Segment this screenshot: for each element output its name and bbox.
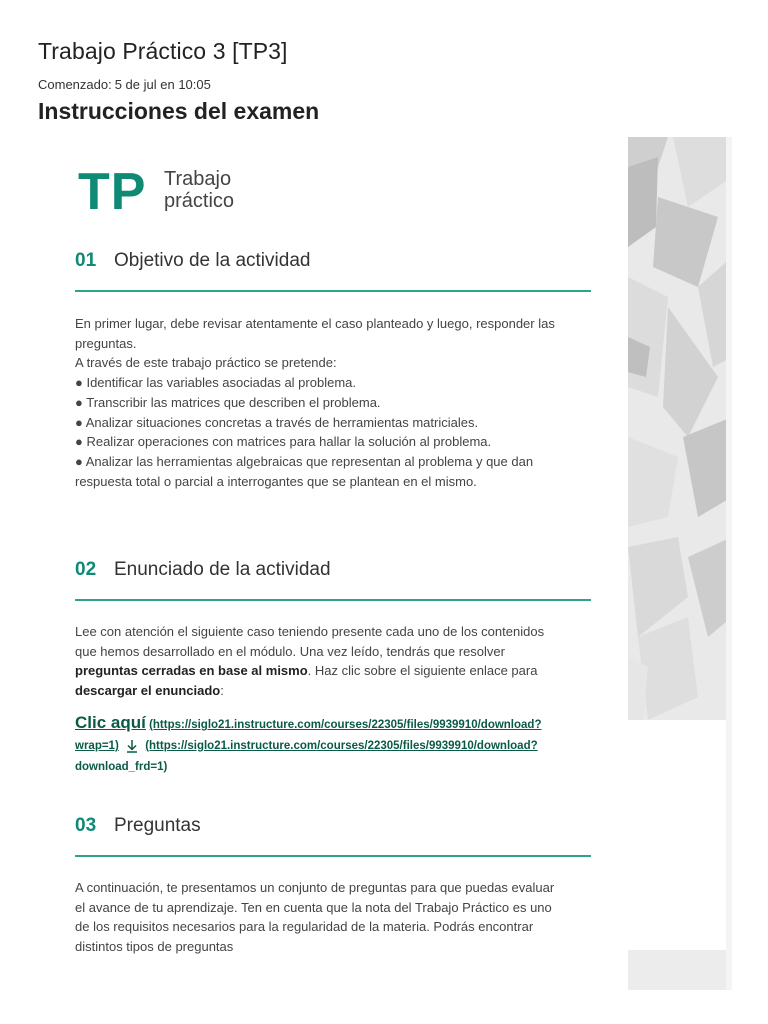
body-line: respuesta total o parcial a interrogantes que se plantean en el mismo. — [75, 473, 477, 489]
section-title: Objetivo de la actividad — [114, 250, 311, 271]
bold-text: descargar el enunciado — [75, 683, 221, 699]
section-divider — [75, 855, 591, 857]
body-line: A continuación, te presentamos un conjunto de preguntas para que puedas evaluar — [75, 880, 555, 895]
download-url-preview[interactable]: (https://siglo21.instructure.com/courses/22305/files/9939910/download? — [149, 719, 542, 731]
started-label: Comenzado: — [38, 77, 112, 92]
page-title: Trabajo Práctico 3 [TP3] — [38, 38, 288, 64]
bullet-item: ● Realizar operaciones con matrices para hallar la solución al problema. — [75, 434, 492, 450]
body-line: el avance de tu aprendizaje. Ten en cuenta que la nota del Trabajo Práctico es uno — [75, 899, 552, 915]
bullet-item: ● Transcribir las matrices que describen el problema. — [75, 394, 381, 410]
section-number: 02 — [75, 559, 97, 580]
section-divider — [75, 290, 591, 292]
section-divider — [75, 599, 591, 601]
clic-aqui-link[interactable]: Clic aquí — [75, 713, 146, 732]
body-text: . Haz clic sobre el siguiente enlace para — [307, 663, 538, 679]
instructions-title: Instrucciones del examen — [38, 98, 320, 124]
section-02-body — [75, 622, 595, 701]
download-icon[interactable] — [125, 739, 139, 753]
decorative-side-image — [628, 137, 732, 990]
section-03-header — [75, 815, 591, 845]
body-line: que hemos desarrollado en el módulo. Una vez leído, tendrás que resolver — [75, 643, 505, 659]
bullet-item: ● Analizar las herramientas algebraicas que representan al problema y que dan — [75, 453, 534, 469]
body-line — [75, 681, 595, 701]
body-line — [75, 661, 595, 681]
bullet-item: ● Analizar situaciones concretas a través de herramientas matriciales. — [75, 414, 479, 430]
section-title: Preguntas — [114, 815, 201, 836]
side-panel-edge — [726, 137, 732, 990]
tp-logo-caption — [164, 168, 234, 212]
section-title: Enunciado de la actividad — [114, 559, 331, 580]
body-line: de los requisitos necesarios para la regularidad de la materia. Podrás encontrar — [75, 919, 534, 935]
link-line — [75, 712, 595, 736]
tp-logo-line2: práctico — [164, 190, 235, 212]
body-line: preguntas. — [75, 335, 137, 351]
section-01-header — [75, 250, 591, 280]
body-line: Lee con atención el siguiente caso teniendo presente cada uno de los contenidos — [75, 624, 545, 639]
tp-logo-letters: TP — [78, 163, 147, 221]
section-number: 01 — [75, 250, 97, 271]
side-image-graphic — [628, 137, 732, 990]
download-url-direct-end[interactable]: download_frd=1) — [75, 761, 168, 773]
started-value: 5 de jul en 10:05 — [114, 77, 211, 92]
link-line — [75, 757, 595, 778]
download-links — [75, 712, 595, 778]
bullet-item: ● Identificar las variables asociadas al problema. — [75, 375, 356, 391]
link-line — [75, 736, 595, 757]
body-text: : — [220, 683, 224, 699]
download-url-preview-end[interactable]: wrap=1) — [75, 740, 119, 752]
bold-text: preguntas cerradas en base al mismo — [75, 663, 308, 679]
section-number: 03 — [75, 815, 97, 836]
body-line: A través de este trabajo práctico se pretende: — [75, 355, 337, 371]
body-line: En primer lugar, debe revisar atentamente el caso planteado y luego, responder las — [75, 316, 555, 331]
tp-logo-line1: Trabajo — [164, 168, 232, 190]
started-info — [38, 77, 214, 92]
section-03-body — [75, 878, 595, 957]
body-line: distintos tipos de preguntas — [75, 939, 234, 955]
download-url-direct[interactable]: (https://siglo21.instructure.com/courses/22305/files/9939910/download? — [145, 740, 538, 752]
section-01-body — [75, 314, 595, 491]
section-02-header — [75, 559, 591, 589]
